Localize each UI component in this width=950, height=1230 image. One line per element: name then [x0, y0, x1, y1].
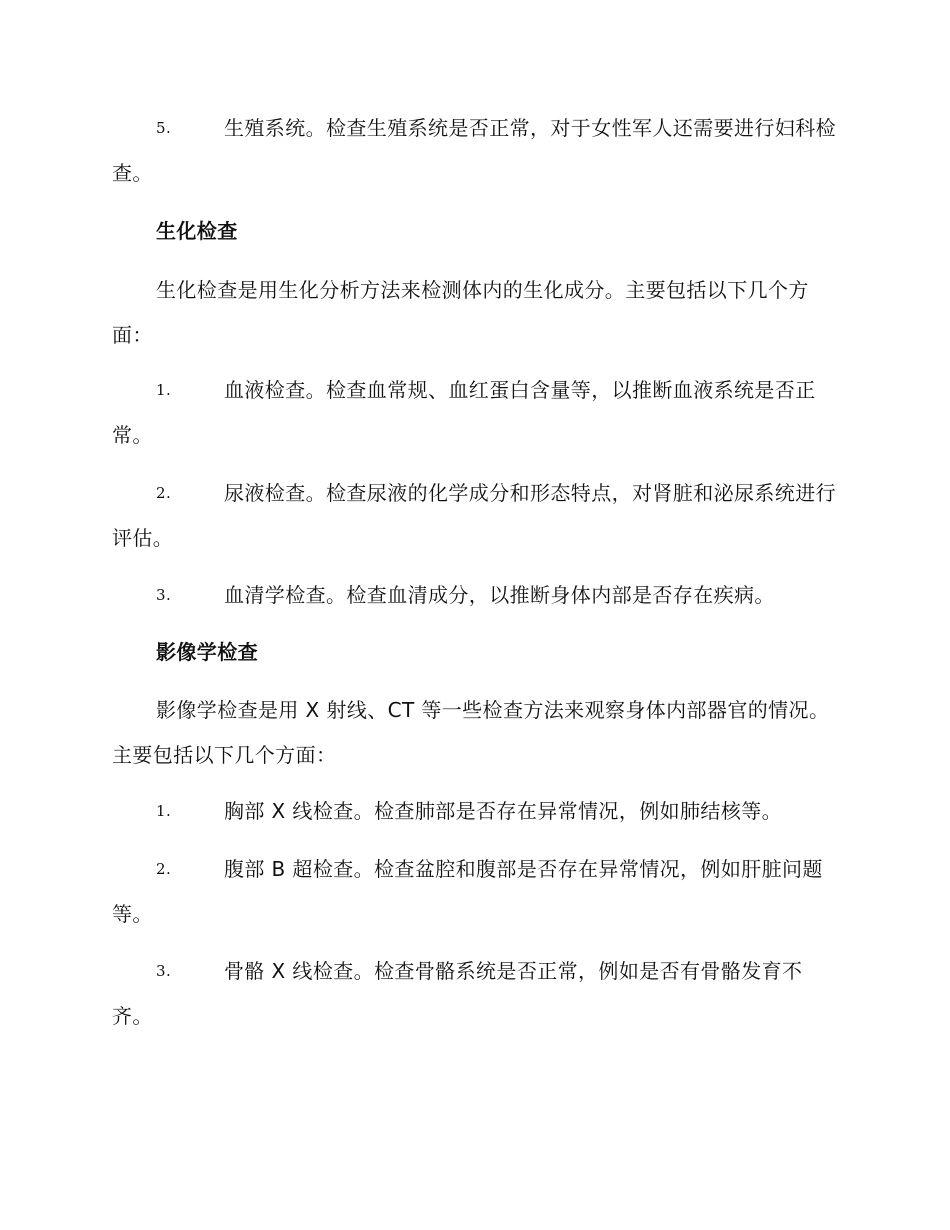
list-item-bone-xray: [112, 949, 836, 1039]
list-number: 3.: [156, 586, 172, 604]
list-item-blood: [112, 368, 836, 458]
list-item-abdominal-ultrasound: [112, 847, 836, 937]
list-item-reproductive: [112, 106, 836, 196]
list-text: 血液检查。检查血常规、血红蛋白含量等，以推断血液系统是否正常。: [112, 378, 816, 447]
list-number: 2.: [156, 484, 172, 502]
section-heading-imaging: 影像学检查: [156, 640, 258, 664]
list-number: 1.: [156, 381, 172, 399]
list-text: 尿液检查。检查尿液的化学成分和形态特点，对肾脏和泌尿系统进行评估。: [112, 481, 836, 550]
list-number: 1.: [156, 802, 172, 820]
list-text: 腹部 B 超检查。检查盆腔和腹部是否存在异常情况，例如肝脏问题等。: [112, 857, 823, 926]
section-heading-biochem: 生化检查: [156, 219, 238, 243]
list-text: 骨骼 X 线检查。检查骨骼系统是否正常，例如是否有骨骼发育不齐。: [112, 959, 803, 1028]
list-item-urine: [112, 471, 836, 561]
list-number: 5.: [156, 119, 172, 137]
list-number: 2.: [156, 860, 172, 878]
list-text: 生殖系统。检查生殖系统是否正常，对于女性军人还需要进行妇科检查。: [112, 116, 836, 185]
list-text: 胸部 X 线检查。检查肺部是否存在异常情况，例如肺结核等。: [224, 799, 783, 823]
paragraph-biochem-intro: 生化检查是用生化分析方法来检测体内的生化成分。主要包括以下几个方面：: [112, 278, 809, 347]
paragraph-imaging-intro: 影像学检查是用 X 射线、CT 等一些检查方法来观察身体内部器官的情况。主要包括以下几个方面：: [112, 698, 830, 767]
list-item-chest-xray: [112, 789, 836, 834]
list-text: 血清学检查。检查血清成分，以推断身体内部是否存在疾病。: [224, 583, 775, 607]
list-number: 3.: [156, 962, 172, 980]
list-item-serum: [112, 573, 836, 618]
